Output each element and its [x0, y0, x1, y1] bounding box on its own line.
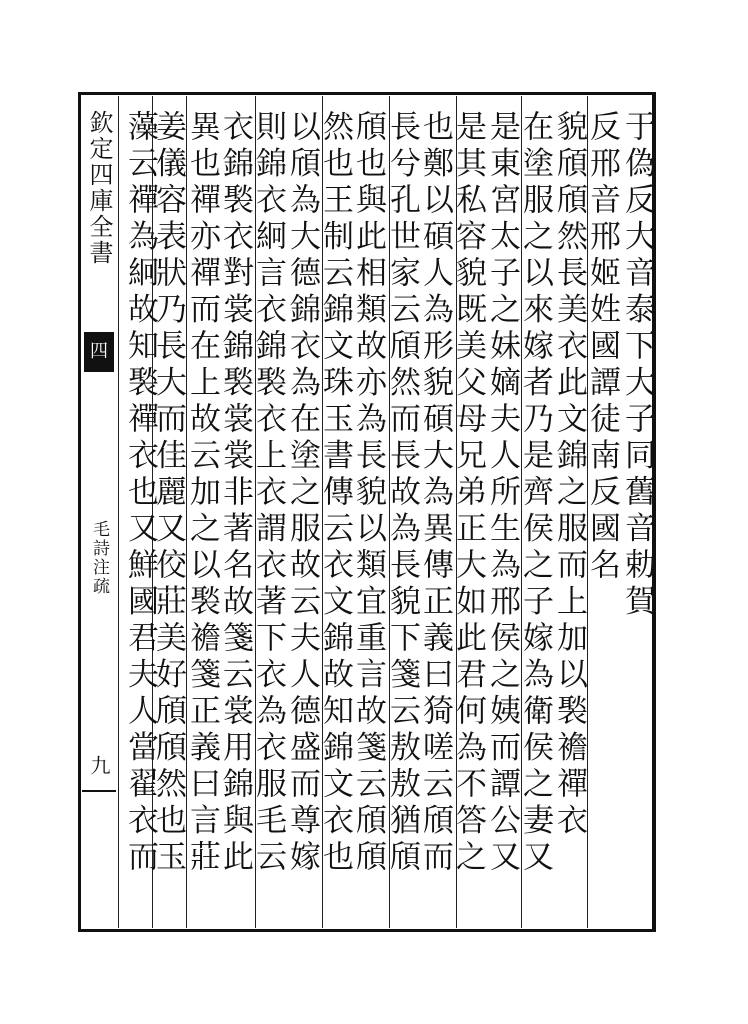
text-column: 然也王制云錦文珠玉書傳云衣文錦故知錦文衣也 — [317, 110, 353, 877]
book-subtitle: 毛詩注疏 — [89, 520, 109, 596]
page-number: 九 — [87, 755, 111, 775]
text-column: 長兮孔世家云頎然而長故為長貌下箋云敖敖猶頎 — [384, 110, 420, 877]
text-column: 貌頎頎然長美衣此文錦之服而上加以褧襜禪衣 — [551, 110, 587, 840]
book-title: 欽定四庫全書 — [85, 110, 113, 266]
text-column: 在塗服之以來嫁者乃是齊侯之子嫁為衛侯之妻又 — [517, 110, 553, 877]
text-column: 衣錦褧衣對裳錦褧裳裳非著名故箋云裳用錦與此 — [217, 110, 253, 877]
text-column: 姜儀容表狀乃長大而佳麗又佼莊美好頎頎然也玉 — [150, 110, 186, 877]
text-column: 反邢音邢姬姓國譚徒南反國名 — [584, 110, 620, 585]
text-column: 藻云禪為絅故知褧禪衣也又鮮國君夫人當翟衣而 — [122, 110, 158, 877]
spine-divider — [82, 790, 116, 792]
text-column: 以頎為大德錦衣為在塗之服故云夫人德盛而尊嫁 — [284, 110, 320, 877]
volume-block: 四 — [84, 332, 114, 372]
text-column: 頎也與此相類故亦為長貌以類宜重言故箋云頎頎 — [350, 110, 386, 877]
text-column: 則錦衣絅言衣錦褧衣上衣謂衣著下衣為衣服毛云 — [250, 110, 286, 877]
text-column: 也鄭以碩人為形貌碩大為異傳正義曰猗嗟云頎而 — [417, 110, 453, 877]
spine-margin — [82, 100, 116, 920]
text-column: 于偽反大音泰下大子同舊音勅賀 — [619, 110, 655, 621]
text-column: 異也禪亦禪而在上故云加之以褧襜箋正義曰言莊 — [184, 110, 220, 877]
text-column: 是東宮太子之妹嫡夫人所生為邢侯之姨而譚公又 — [484, 110, 520, 877]
text-column: 是其私容貌既美父母兄弟正大如此君何為不答之 — [450, 110, 486, 877]
